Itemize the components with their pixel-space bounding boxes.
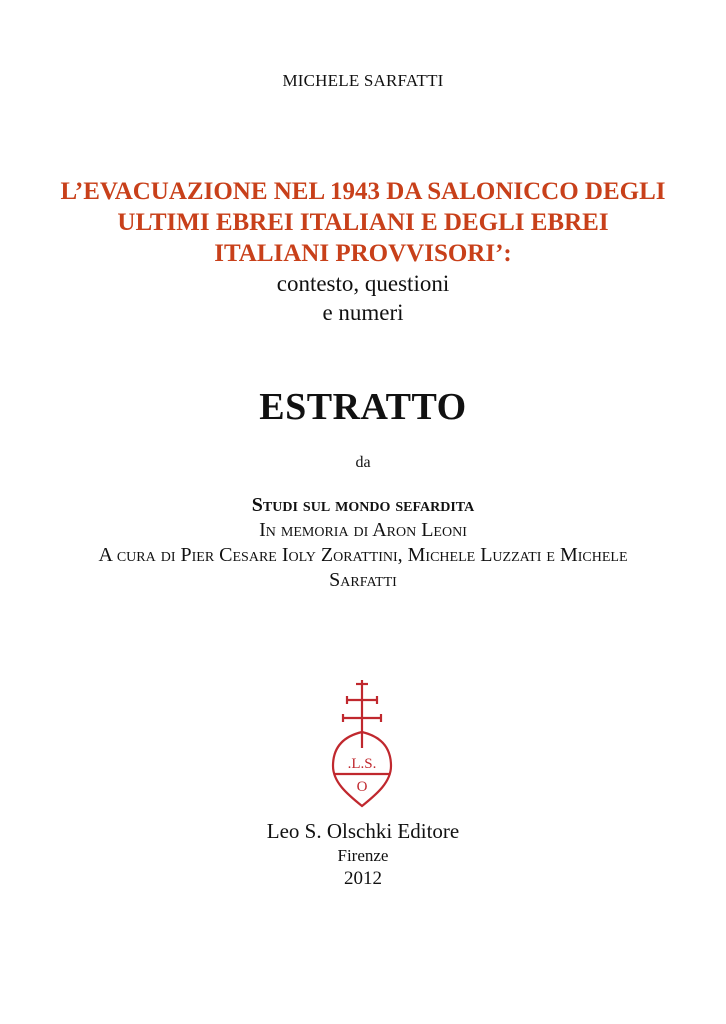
article-title-line: ULTIMI EBREI ITALIANI E DEGLI EBREI [117, 209, 609, 236]
logo-letters: .L.S. [347, 756, 377, 772]
volume-editors-continued: Sarfatti [329, 569, 397, 591]
logo-letter-o: O [356, 779, 368, 795]
from-label: da [355, 454, 371, 471]
author-name: MICHELE SARFATTI [282, 71, 444, 90]
publisher-city: Firenze [337, 846, 389, 865]
article-subtitle-line: e numeri [322, 300, 404, 325]
volume-title: Studi sul mondo sefardita [251, 494, 475, 516]
article-title-line: L’EVACUAZIONE NEL 1943 DA SALONICCO DEGLI [60, 178, 666, 205]
article-title-block [30, 176, 696, 327]
publication-year: 2012 [344, 868, 382, 889]
article-title [30, 176, 696, 269]
article-title-line: ITALIANI PROVVISORI’: [214, 240, 512, 267]
publisher-name: Leo S. Olschki Editore [266, 819, 460, 843]
offprint-heading: ESTRATTO [259, 386, 467, 428]
volume-info [20, 493, 706, 593]
publisher-logo-icon [329, 678, 395, 808]
article-subtitle-line: contesto, questioni [276, 271, 450, 296]
volume-editors: A cura di Pier Cesare Ioly Zorattini, Michele Luzzati e Michele [98, 544, 628, 566]
volume-dedication: In memoria di Aron Leoni [259, 519, 467, 541]
